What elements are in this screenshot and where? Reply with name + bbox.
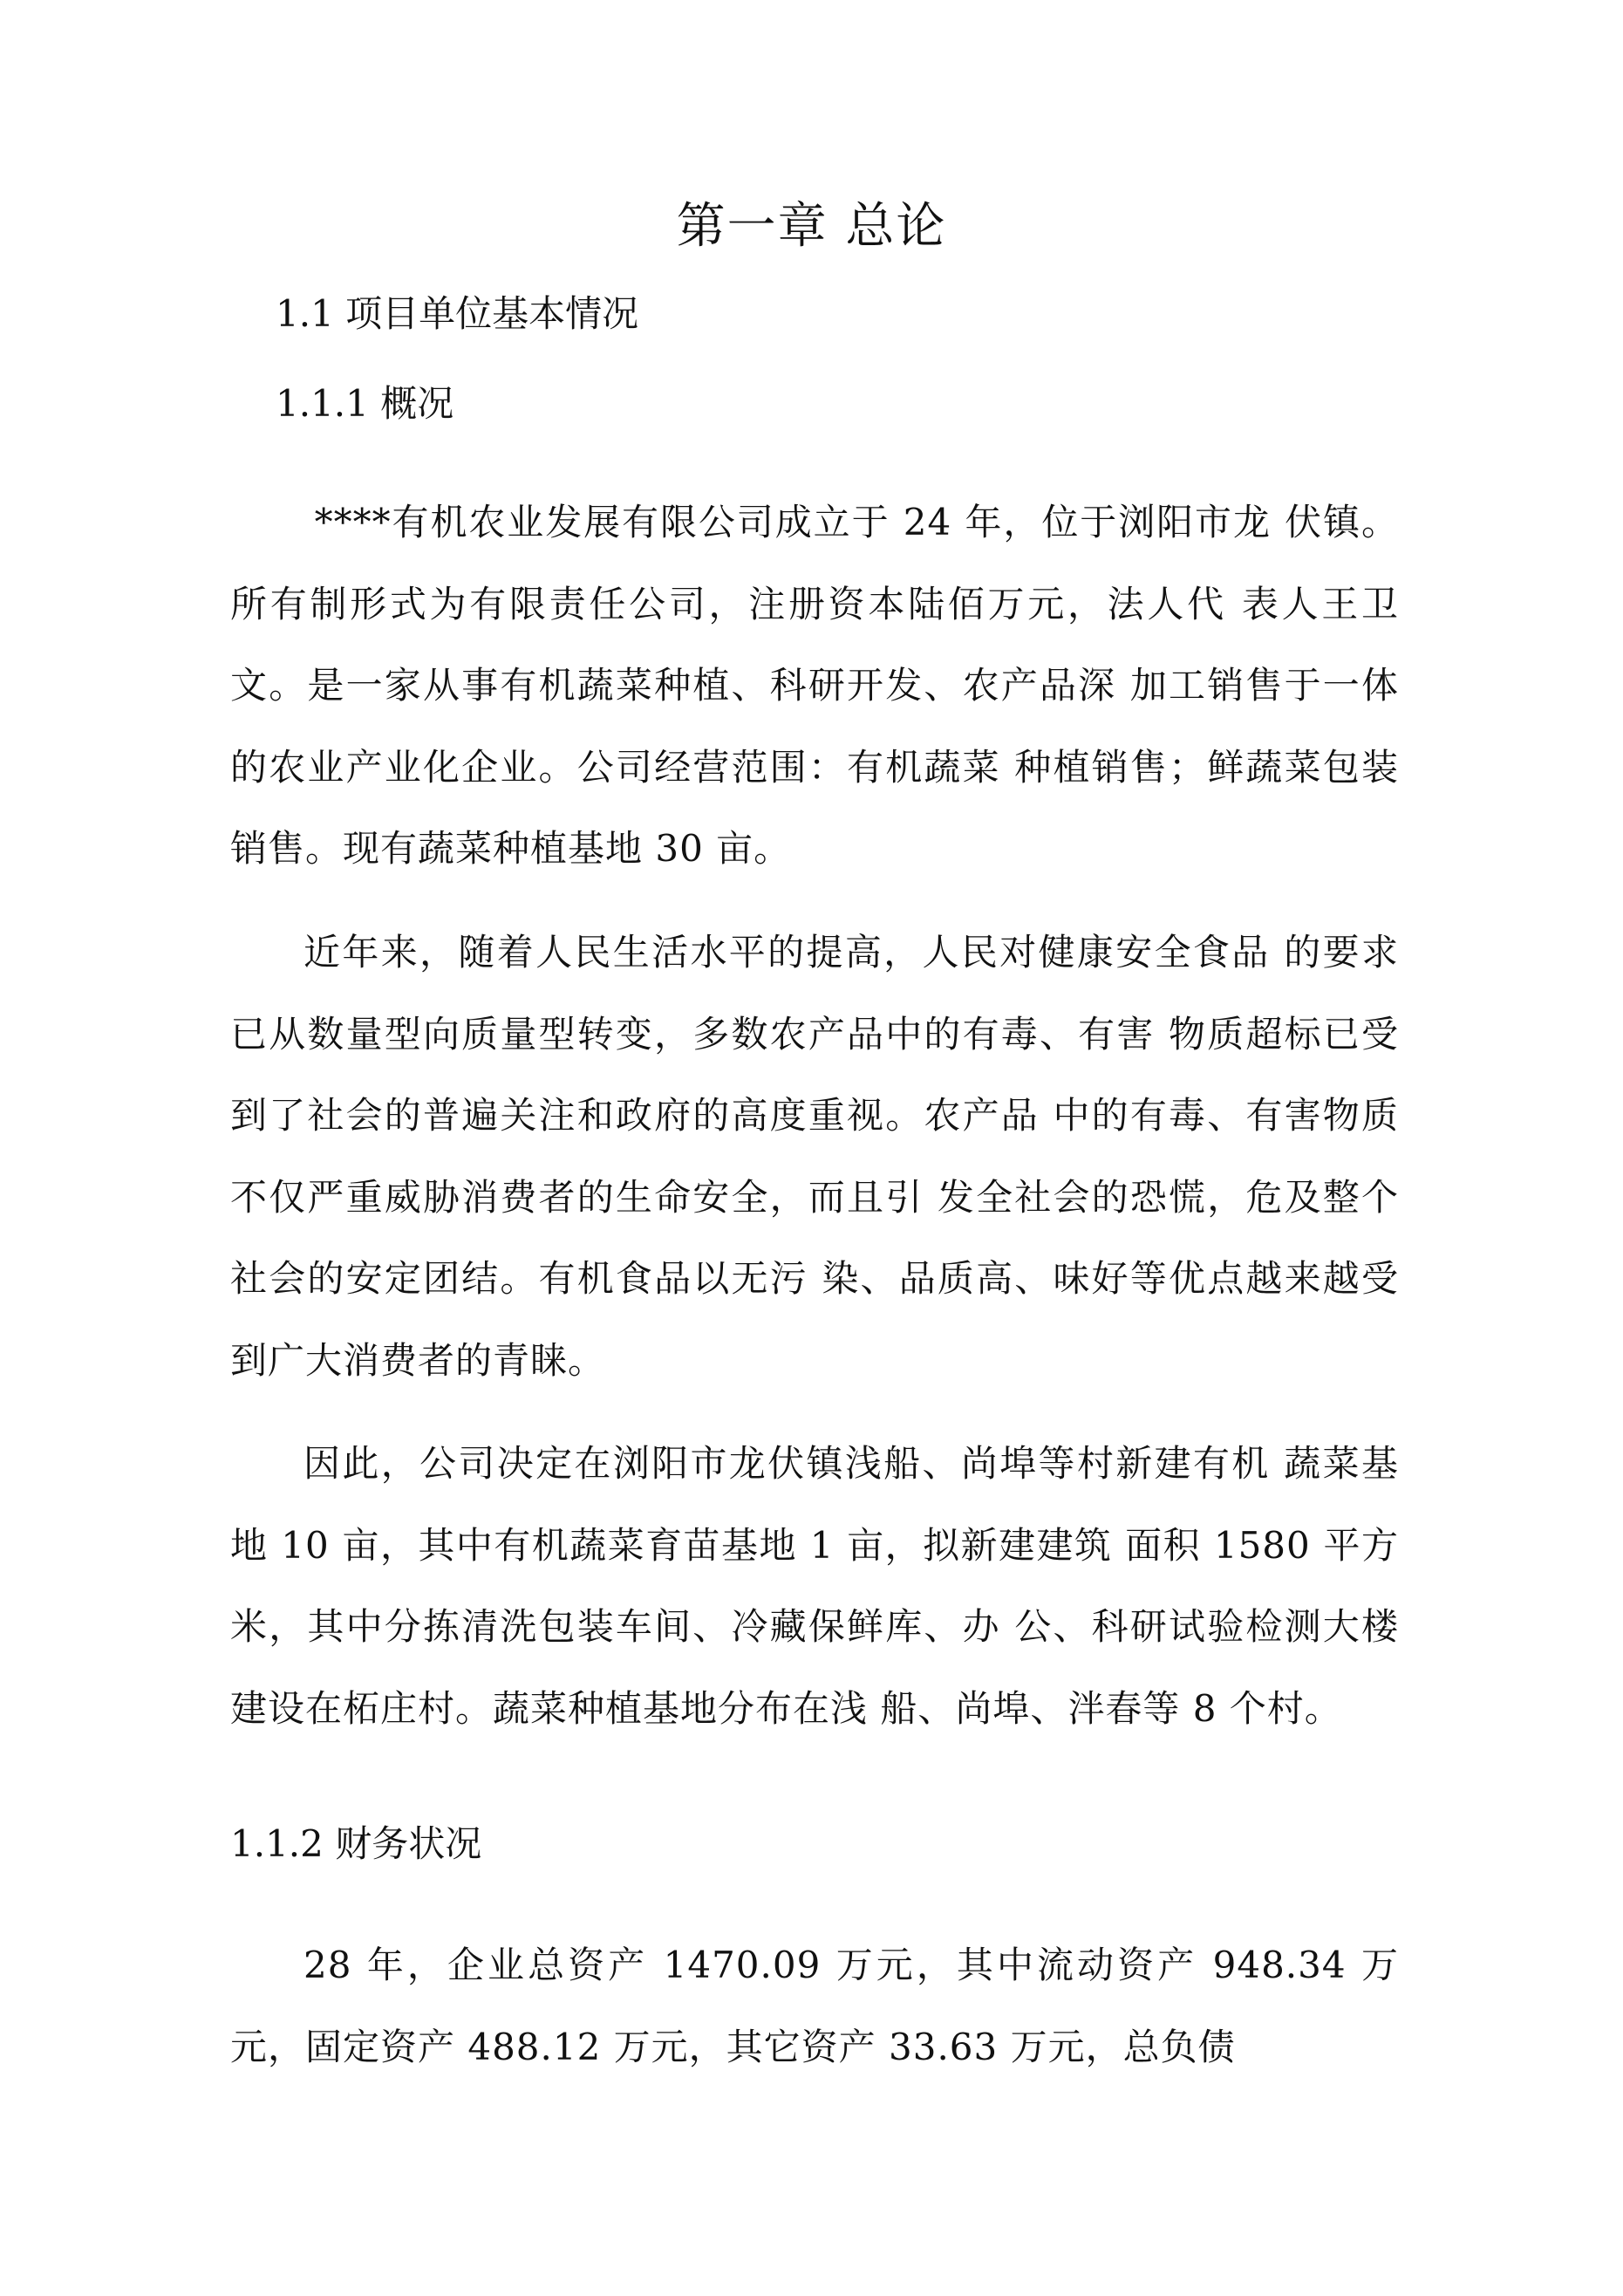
section-heading-1-1: 1.1 项目单位基本情况: [276, 292, 639, 335]
section-heading-1-1-2: 1.1.2 财务状况: [230, 1822, 482, 1865]
paragraph-background: 近年来，随着人民生活水平的提高，人民对健康安全食品 的要求已从数量型向质量型转变，多数农产品中的有毒、有害 物质超标已受到了社会的普遍关注和政府的高度重视。农产品 中的有毒、有害物质不仅严重威胁消费者的生命安全，而且引 发全社会的恐慌，危及整个社会的安定团结。有机食品以无污 染、品质高、味好等优点越来越受到广大消费者的青睐。: [230, 931, 1399, 1382]
paragraph-overview: ****有机农业发展有限公司成立于 24 年，位于浏阳市龙 伏镇。所有制形式为有限责任公司，注册资本陆佰万元，法人代 表人王卫文。是一家从事有机蔬菜种植、科研开发、农产品深 加工销售于一体的农业产业化企业。公司经营范围：有机蔬菜 种植销售；鲜蔬菜包装销售。现有蔬菜种植基地 30 亩。: [230, 501, 1399, 870]
section-heading-1-1-1: 1.1.1 概况: [276, 382, 454, 425]
paragraph-financial-status: 28 年，企业总资产 1470.09 万元，其中流动资产 948.34 万元，固定资产 488.12 万元，其它资产 33.63 万元，总负债: [230, 1944, 1399, 2068]
chapter-title: 第一章 总论: [676, 198, 947, 255]
paragraph-project-plan: 因此，公司决定在浏阳市龙伏镇浅船、尚埠等村新建有机 蔬菜基地 10 亩，其中有机蔬菜育苗基地 1 亩，拟新建建筑 面积 1580 平方米，其中分拣清洗包装车间、冷藏保鲜库、办 公、科研试验检测大楼建设在柘庄村。蔬菜种植基地分布在浅 船、尚埠、泮春等 8 个村。: [230, 1442, 1399, 1730]
